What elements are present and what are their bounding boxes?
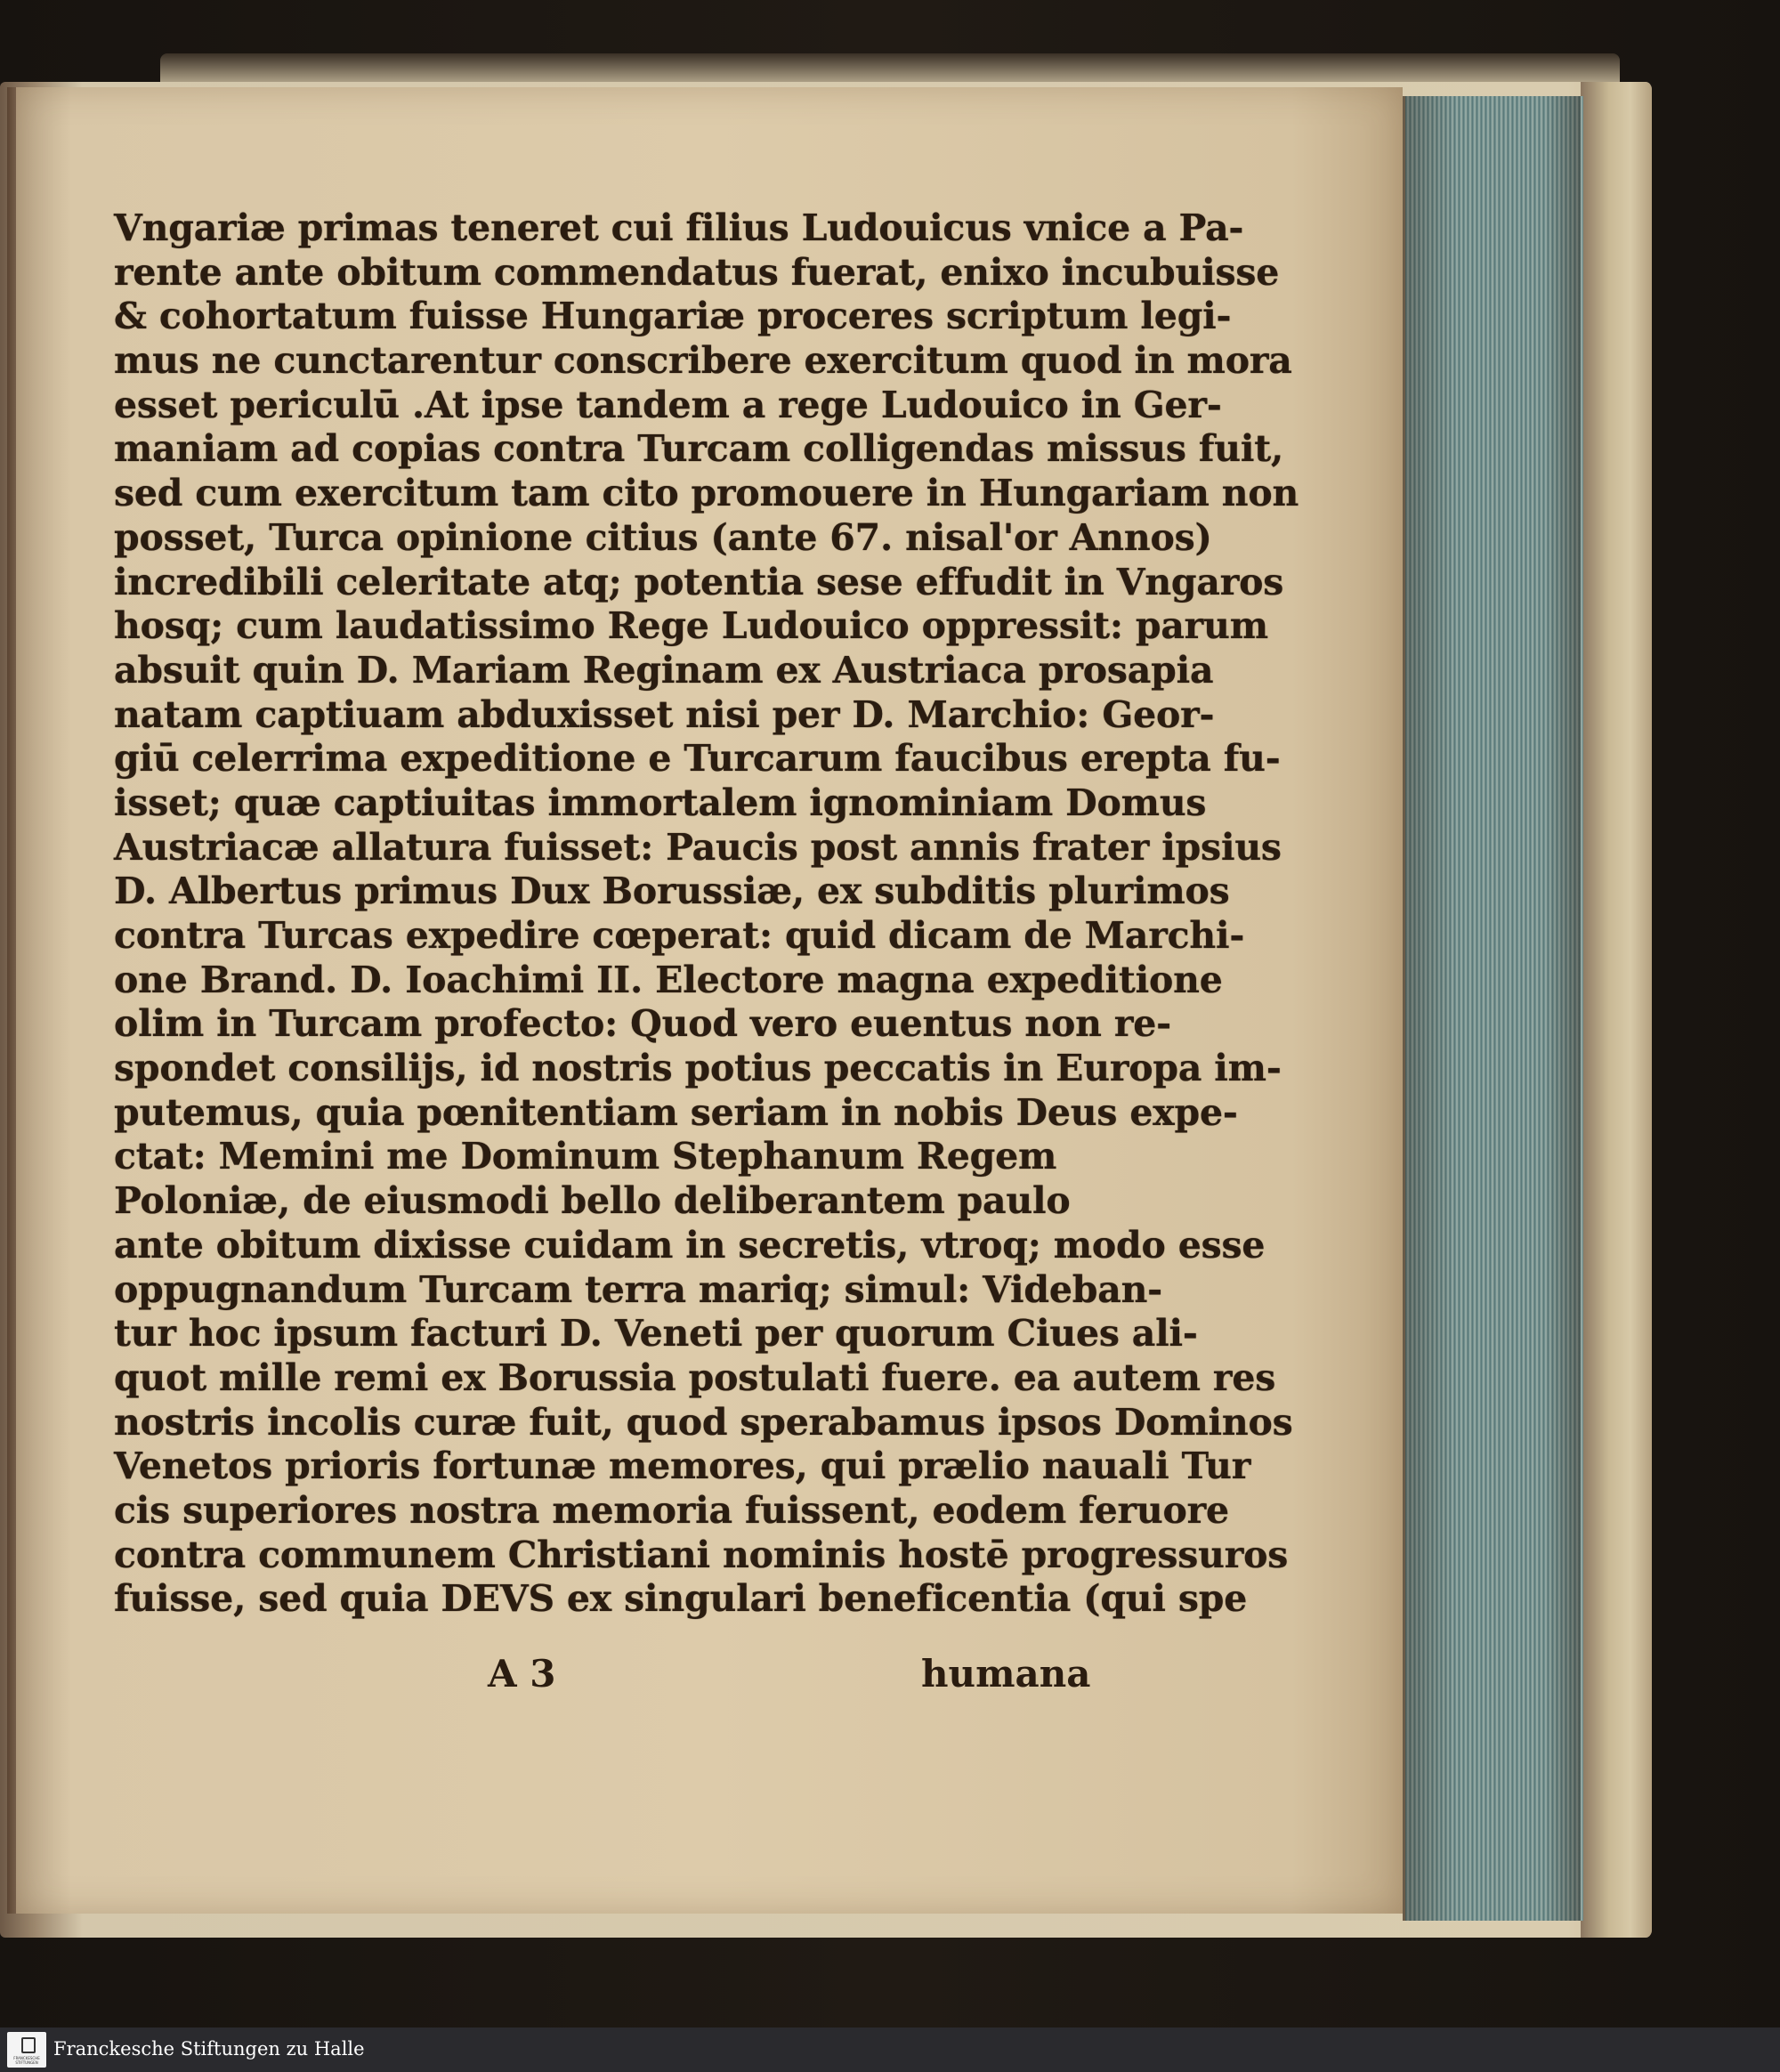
text-line: one Brand. D. Ioachimi II. Electore magna expeditione [114,958,1223,1001]
text-line: tur hoc ipsum facturi D. Veneti per quorum Ciues ali- [114,1312,1198,1356]
text-line: quot mille remi ex Borussia postulati fuere. ea autem res [114,1356,1276,1399]
signature-mark: A 3 [488,1652,556,1696]
text-line: spondet consilijs, id nostris potius peccatis in Europa im- [114,1047,1282,1090]
logo-text: FRANCKESCHE STIFTUNGEN [13,2056,40,2065]
text-line: Austriacæ allatura fuisset: Paucis post annis frater ipsius [114,825,1282,869]
text-line: giū celerrima expeditione e Turcarum faucibus erepta fu- [114,737,1281,781]
text-line: isset; quæ captiuitas immortalem ignominiam Domus [114,781,1207,824]
text-line: olim in Turcam profecto: Quod vero euentus non re- [114,1002,1171,1046]
text-line: Poloniæ, de eiusmodi bello deliberantem paulo [114,1179,1071,1223]
text-line: sed cum exercitum tam cito promouere in Hungariam non [114,472,1299,515]
text-line: contra Turcas expedire cœperat: quid dicam de Marchi- [114,914,1245,957]
text-line: natam captiuam abduxisset nisi per D. Marchio: Geor- [114,692,1215,736]
text-line: esset periculū .At ipse tandem a rege Ludouico in Ger- [114,383,1222,426]
logo-icon [21,2037,36,2053]
text-line: posset, Turca opinione citius (ante 67. nisal'or Annos) [114,515,1212,559]
page-text [114,206,1299,1622]
text-line: ctat: Memini me Dominum Stephanum Regem [114,1135,1057,1178]
text-line: oppugnandum Turcam terra mariq; simul: Videban- [114,1267,1162,1311]
text-line: rente ante obitum commendatus fuerat, enixo incubuisse [114,250,1280,294]
text-line: Vngariæ primas teneret cui filius Ludouicus vnice a Pa- [114,206,1244,249]
text-line: hosq; cum laudatissimo Rege Ludouico oppressit: parum [114,604,1268,648]
institution-logo [7,2032,46,2068]
text-line: Venetos prioris fortunæ memores, qui prælio nauali Tur [114,1445,1251,1488]
text-line: maniam ad copias contra Turcam colligendas missus fuit, [114,427,1284,471]
text-line: cis superiores nostra memoria fuissent, eodem feruore [114,1488,1229,1532]
text-line: ante obitum dixisse cuidam in secretis, vtroq; modo esse [114,1223,1266,1267]
text-line: mus ne cunctarentur conscribere exercitum quod in mora [114,339,1292,383]
text-line: nostris incolis curæ fuit, quod sperabamus ipsos Dominos [114,1400,1293,1444]
footer-label: Franckesche Stiftungen zu Halle [53,2038,365,2060]
book-board-right [1581,82,1652,1938]
page-edges-shade [1403,96,1581,1921]
text-line: putemus, quia pœnitentiam seriam in nobis Deus expe- [114,1090,1238,1134]
text-line: incredibili celeritate atq; potentia sese effudit in Vngaros [114,560,1284,603]
text-line: & cohortatum fuisse Hungariæ proceres scriptum legi- [114,295,1232,338]
text-line: D. Albertus primus Dux Borussiæ, ex subditis plurimos [114,870,1230,913]
text-line: fuisse, sed quia DEVS ex singulari beneficentia (qui spe [114,1577,1248,1621]
catchword: humana [921,1652,1091,1696]
text-line: contra communem Christiani nominis hostē progressuros [114,1533,1289,1576]
text-line: absuit quin D. Mariam Reginam ex Austriaca prosapia [114,648,1214,692]
